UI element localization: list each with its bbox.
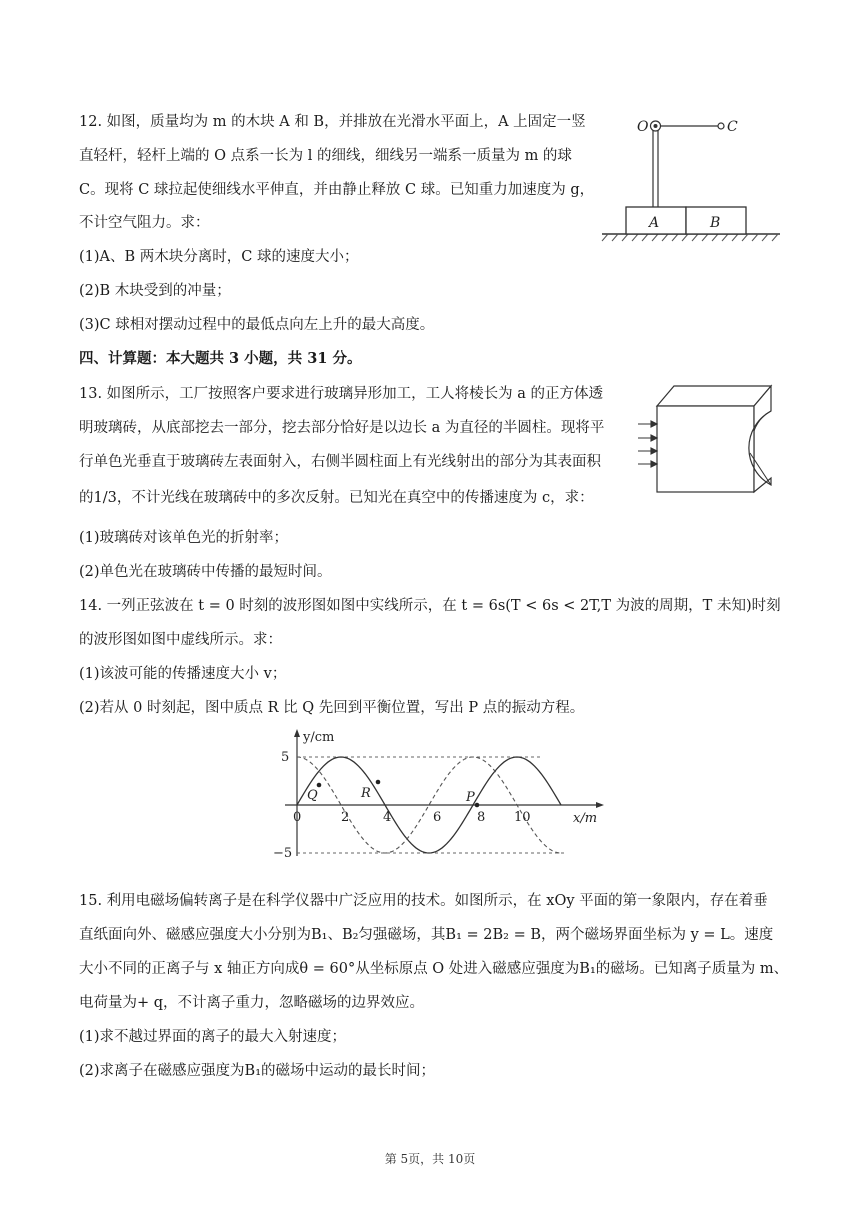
q14-line-1: 14. 一列正弦波在 t = 0 时刻的波形图如图中实线所示，在 t = 6s(T < 6s < 2T,T 为波的周期，T 未知)时刻 (79, 598, 781, 614)
q12-line-6: (2)B 木块受到的冲量； (79, 283, 231, 299)
q12-line-1: 12. 如图，质量均为 m 的木块 A 和 B，并排放在光滑水平面上，A 上固定一竖 (79, 114, 586, 130)
q13-line-4: 的1/3，不计光线在玻璃砖中的多次反射。已知光在真空中的传播速度为 c，求： (79, 490, 594, 506)
q14-x-tick-10: 10 (514, 810, 531, 825)
q14-line-3: (1)该波可能的传播速度大小 v； (79, 666, 287, 682)
q14-x-tick-8: 8 (477, 810, 486, 825)
q14-point-q (317, 783, 322, 788)
q12-fig-label-c: C (727, 119, 738, 135)
q15-line-5: (1)求不越过界面的离子的最大入射速度； (79, 1029, 347, 1045)
q14-y-tick-5: 5 (281, 750, 290, 765)
q14-label-q: Q (307, 788, 318, 803)
q15-line-6: (2)求离子在磁感应强度为B₁的磁场中运动的最长时间； (79, 1063, 436, 1079)
q12-fig-label-o: O (637, 119, 649, 135)
q15-line-2: 直纸面向外、磁感应强度大小分别为B₁、B₂匀强磁场，其B₁ = 2B₂ = B，两个磁场界面坐标为 y = L。速度 (79, 927, 774, 943)
q12-line-7: (3)C 球相对摆动过程中的最低点向左上升的最大高度。 (79, 317, 435, 333)
q13-line-2: 明玻璃砖，从底部挖去一部分，挖去部分恰好是以边长 a 为直径的半圆柱。现将平 (79, 420, 605, 436)
q14-origin-label: 0 (293, 810, 302, 825)
page-footer: 第 5页，共 10页 (384, 1152, 476, 1166)
q15-line-3: 大小不同的正离子与 x 轴正方向成θ = 60°从坐标原点 O 处进入磁感应强度为B₁的磁场。已知离子质量为 m、 (79, 961, 789, 977)
q12-line-5: (1)A、B 两木块分离时，C 球的速度大小； (79, 249, 359, 265)
q14-x-tick-2: 2 (341, 810, 350, 825)
q12-figure (600, 108, 785, 244)
q14-point-p (475, 803, 480, 808)
q14-wave-graph (255, 724, 615, 864)
q13-figure (638, 378, 788, 496)
q14-line-4: (2)若从 0 时刻起，图中质点 R 比 Q 先回到平衡位置，写出 P 点的振动方程。 (79, 700, 585, 716)
section-4-heading: 四、计算题：本大题共 3 小题，共 31 分。 (79, 350, 362, 367)
q14-x-axis-label: x/m (573, 811, 598, 826)
q14-y-axis-label: y/cm (303, 730, 335, 745)
q12-line-2: 直轻杆，轻杆上端的 O 点系一长为 l 的细线，细线另一端系一质量为 m 的球 (79, 148, 572, 164)
q13-line-5: (1)玻璃砖对该单色光的折射率； (79, 530, 289, 546)
q12-line-3: C。现将 C 球拉起使细线水平伸直，并由静止释放 C 球。已知重力加速度为 g， (79, 182, 595, 198)
q13-line-1: 13. 如图所示，工厂按照客户要求进行玻璃异形加工，工人将棱长为 a 的正方体透 (79, 386, 604, 402)
q14-x-tick-6: 6 (433, 810, 442, 825)
q14-point-r (376, 780, 381, 785)
q15-line-1: 15. 利用电磁场偏转离子是在科学仪器中广泛应用的技术。如图所示，在 xOy 平面的第一象限内，存在着垂 (79, 893, 768, 909)
q12-fig-label-b: B (710, 215, 721, 231)
q12-fig-label-a: A (649, 215, 660, 231)
q15-line-4: 电荷量为+ q，不计离子重力，忽略磁场的边界效应。 (79, 995, 425, 1011)
q14-y-tick-neg5: −5 (273, 846, 293, 861)
q14-label-p: P (466, 790, 475, 805)
q14-x-tick-4: 4 (383, 810, 392, 825)
q12-line-4: 不计空气阻力。求： (79, 215, 210, 231)
q14-line-2: 的波形图如图中虚线所示。求： (79, 632, 282, 648)
q13-line-6: (2)单色光在玻璃砖中传播的最短时间。 (79, 564, 332, 580)
q13-line-3: 行单色光垂直于玻璃砖左表面射入，右侧半圆柱面上有光线射出的部分为其表面积 (79, 454, 601, 470)
q14-label-r: R (361, 786, 371, 801)
